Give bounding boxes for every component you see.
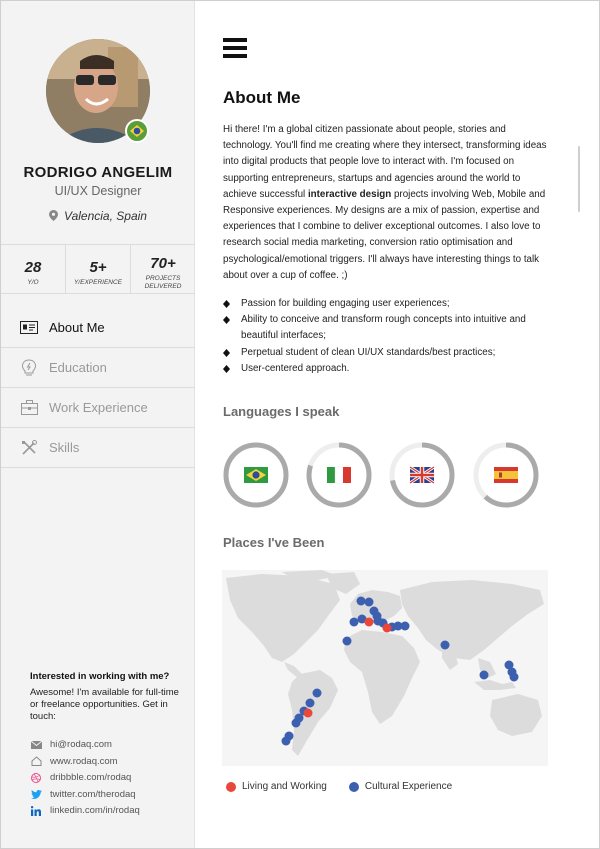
stat-value: 28 xyxy=(24,259,42,276)
stat-projects xyxy=(131,245,195,293)
diamond-bullet-icon xyxy=(223,316,230,324)
living-point xyxy=(304,709,313,718)
bullet-text: User-centered approach. xyxy=(241,362,350,374)
cultural-point xyxy=(365,598,374,607)
cultural-point xyxy=(313,689,322,698)
profile-name: RODRIGO ANGELIM xyxy=(23,164,173,181)
world-map xyxy=(222,570,548,766)
nav-item-education[interactable] xyxy=(1,348,195,388)
website-link[interactable] xyxy=(30,754,140,769)
cultural-point xyxy=(357,597,366,606)
stat-experience xyxy=(66,245,131,293)
cultural-point xyxy=(282,737,291,746)
nav-label: Education xyxy=(49,360,107,375)
cultural-point xyxy=(343,637,352,646)
page-title: About Me xyxy=(223,88,301,107)
link-text: www.rodaq.com xyxy=(50,755,118,767)
sidebar-nav xyxy=(1,308,195,468)
legend-living xyxy=(226,781,327,792)
cultural-point xyxy=(292,719,301,728)
diamond-bullet-icon xyxy=(223,365,230,373)
bullet-text: Passion for building engaging user experiences; xyxy=(241,298,450,309)
legend-cultural-dot xyxy=(349,782,359,792)
language-ring-uk xyxy=(392,445,452,505)
dribbble-icon xyxy=(30,773,42,783)
legend-label: Living and Working xyxy=(242,781,327,792)
about-text-after: projects involving Web, Mobile and Responsive experiences. My designs are a mix of passion, expertise and experiences that I combine to deliver exceptional outcomes. I also love to research social media marketing, conversion ratio optimisation and psychological/emotional triggers. I'll always have interesting things to talk about over a cup of coffee. ;) xyxy=(223,188,546,281)
stat-label: Y/EXPERIENCE xyxy=(73,279,123,286)
language-ring-italy xyxy=(309,445,369,505)
menu-icon[interactable] xyxy=(223,38,247,60)
profile-location xyxy=(1,209,195,223)
languages-rings xyxy=(222,440,552,510)
brazil-flag-icon xyxy=(244,467,268,483)
about-bullets xyxy=(223,296,553,377)
spain-flag-icon xyxy=(494,467,518,483)
nav-item-about-me[interactable] xyxy=(1,308,195,348)
nav-item-skills[interactable] xyxy=(1,428,195,468)
brazil-flag-icon xyxy=(125,119,149,143)
contact-body: Awesome! I'm available for full-time or freelance opportunities. Get in touch: xyxy=(30,687,179,722)
nav-item-work-experience[interactable] xyxy=(1,388,195,428)
linkedin-icon xyxy=(30,806,42,816)
contact-heading: Interested in working with me? xyxy=(30,671,170,682)
legend-label: Cultural Experience xyxy=(364,781,453,792)
stat-age xyxy=(1,245,66,293)
home-icon xyxy=(30,756,42,766)
legend-living-dot xyxy=(226,782,236,792)
link-text: twitter.com/therodaq xyxy=(50,788,136,800)
living-point xyxy=(365,618,374,627)
cultural-point xyxy=(401,622,410,631)
list-item xyxy=(223,361,553,377)
list-item xyxy=(223,312,553,344)
dribbble-link[interactable] xyxy=(30,770,140,785)
list-item xyxy=(223,345,553,361)
about-paragraph xyxy=(223,122,553,284)
lightbulb-icon xyxy=(19,359,39,377)
briefcase-icon xyxy=(19,399,39,417)
places-title: Places I've Been xyxy=(223,535,325,550)
contact-block xyxy=(30,671,190,723)
bullet-text: Ability to conceive and transform rough concepts into intuitive and beautiful interfaces; xyxy=(241,314,526,342)
profile-role: UI/UX Designer xyxy=(54,184,142,198)
link-text: dribbble.com/rodaq xyxy=(50,772,132,783)
email-link[interactable] xyxy=(30,737,140,752)
nav-label: Skills xyxy=(49,440,80,455)
mail-icon xyxy=(30,740,42,750)
living-point xyxy=(383,624,392,633)
link-text: hi@rodaq.com xyxy=(50,739,112,750)
map-land xyxy=(226,570,544,756)
about-text-before: Hi there! I'm a global citizen passionate about people, stories and technology. You'll find me creating where they intersect, transforming ideas into digital products that people love to interact with. I'm focused on supporting entrepreneurs, startups and agencies around the world to achieve successful xyxy=(223,124,547,200)
contact-links xyxy=(30,737,140,820)
cultural-point xyxy=(510,673,519,682)
diamond-bullet-icon xyxy=(223,300,230,308)
stat-value: 5+ xyxy=(89,259,107,276)
uk-flag-icon xyxy=(410,467,434,483)
languages-title: Languages I speak xyxy=(223,404,340,419)
list-item xyxy=(223,296,553,312)
cultural-point xyxy=(441,641,450,650)
italy-flag-icon xyxy=(327,467,351,483)
bullet-text: Perpetual student of clean UI/UX standards/best practices; xyxy=(241,346,496,358)
diamond-bullet-icon xyxy=(223,349,230,357)
language-ring-brazil xyxy=(226,445,286,505)
cultural-point xyxy=(350,618,359,627)
stat-label: Y/O xyxy=(27,279,39,286)
map-legend xyxy=(226,781,474,792)
stat-label: PROJECTS DELIVERED xyxy=(144,275,182,290)
language-ring-spain xyxy=(476,445,536,505)
about-text-bold: interactive design xyxy=(307,188,392,200)
location-text: Valencia, Spain xyxy=(64,209,147,223)
twitter-link[interactable] xyxy=(30,787,140,802)
tools-icon xyxy=(19,439,39,457)
nav-label: Work Experience xyxy=(49,400,148,415)
twitter-icon xyxy=(30,789,42,799)
linkedin-link[interactable] xyxy=(30,803,140,818)
nav-label: About Me xyxy=(49,320,105,335)
location-pin-icon xyxy=(49,210,58,221)
cultural-point xyxy=(480,671,489,680)
cultural-point xyxy=(306,699,315,708)
legend-cultural xyxy=(349,781,452,792)
sidebar xyxy=(1,1,195,848)
stats-bar xyxy=(1,244,195,294)
stat-value: 70+ xyxy=(150,255,176,272)
scrollbar[interactable] xyxy=(578,146,580,212)
link-text: linkedin.com/in/rodaq xyxy=(50,805,140,816)
id-card-icon xyxy=(19,319,39,337)
